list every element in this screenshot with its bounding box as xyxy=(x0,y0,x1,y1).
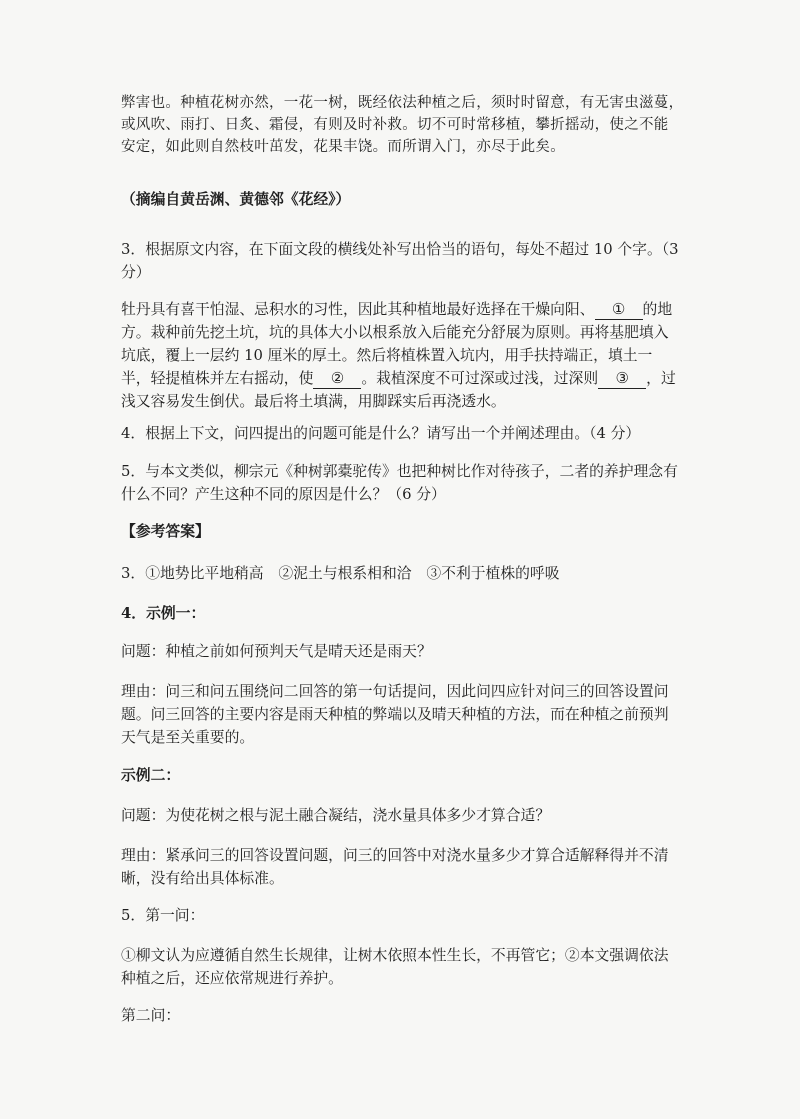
paragraph-text: 牡丹具有喜干怕湿、忌积水的习性，因此其种植地最好选择在干燥向阳、 xyxy=(121,301,595,318)
question-4-prompt: 4．根据上下文，问四提出的问题可能是什么？请写出一个并阐述理由。（4 分） xyxy=(121,425,641,442)
question-5-prompt: 5．与本文类似，柳宗元《种树郭橐驼传》也把种树比作对待孩子，二者的养护理念有什么不同？产生这种不同的原因是什么？（6 分） xyxy=(121,463,678,503)
paragraph-text: ，过浅又容易发生倒伏。最后将土填满，用脚踩实后再浇透水。 xyxy=(121,370,676,410)
example-2-question: 问题：为使花树之根与泥土融合凝结，浇水量具体多少才算合适？ xyxy=(121,807,551,824)
excerpt-source: （摘编自黄岳渊、黄德邻《花经》） xyxy=(121,191,351,208)
excerpt-line: 弊害也。种植花树亦然，一花一树，既经依法种植之后，须时时留意，有无害虫滋蔓， xyxy=(121,95,684,111)
excerpt-line: 或风吹、雨打、日炙、霜侵，有则及时补救。切不可时常移植，攀折摇动，使之不能 xyxy=(121,117,669,133)
answer-3: 3．①地势比平地稍高 ②泥土与根系相和洽 ③不利于植株的呼吸 xyxy=(121,565,560,582)
blank-2: ② xyxy=(313,370,361,389)
answer-5-part-2-heading: 第二问： xyxy=(121,1007,181,1024)
blank-1: ① xyxy=(595,301,643,320)
paragraph-text: 的地方。栽种前先挖土坑，坑的具体大小以根系放入后能充分舒展为原则。再将基肥填入坑底，覆上一层约 10 厘米的厚土。然后将植株置入坑内，用手扶持端正，填土一半，轻提植株并左右摇动，使 xyxy=(121,301,673,387)
example-1-reason: 理由：问三和问五围绕问二回答的第一句话提问，因此问四应针对问三的回答设置问题。问三回答的主要内容是雨天种植的弊端以及晴天种植的方法，而在种植之前预判天气是至关重要的。 xyxy=(121,683,669,746)
answer-5-heading: 5．第一问： xyxy=(121,907,205,924)
example-1-question: 问题：种植之前如何预判天气是晴天还是雨天？ xyxy=(121,643,432,660)
excerpt-line: 安定，如此则自然枝叶茁发，花果丰饶。而所谓入门，亦尽于此矣。 xyxy=(121,139,565,155)
question-3-paragraph xyxy=(121,298,681,413)
paragraph-text: 。栽植深度不可过深或过浅，过深则 xyxy=(361,370,599,387)
answer-5-part-1: ①柳文认为应遵循自然生长规律，让树木依照本性生长，不再管它；②本文强调依法种植之后，还应依常规进行养护。 xyxy=(121,947,669,987)
question-3-prompt: 3．根据原文内容，在下面文段的横线处补写出恰当的语句，每处不超过 10 个字。（3 分） xyxy=(121,241,679,281)
excerpt-passage xyxy=(121,92,684,158)
answers-heading: 【参考答案】 xyxy=(121,523,210,540)
example-2-reason: 理由：紧承问三的回答设置问题，问三的回答中对浇水量多少才算合适解释得并不清晰，没有给出具体标准。 xyxy=(121,847,669,887)
answer-4-heading: 4．示例一： xyxy=(121,605,206,622)
blank-3: ③ xyxy=(598,370,646,389)
example-2-heading: 示例二： xyxy=(121,767,181,784)
